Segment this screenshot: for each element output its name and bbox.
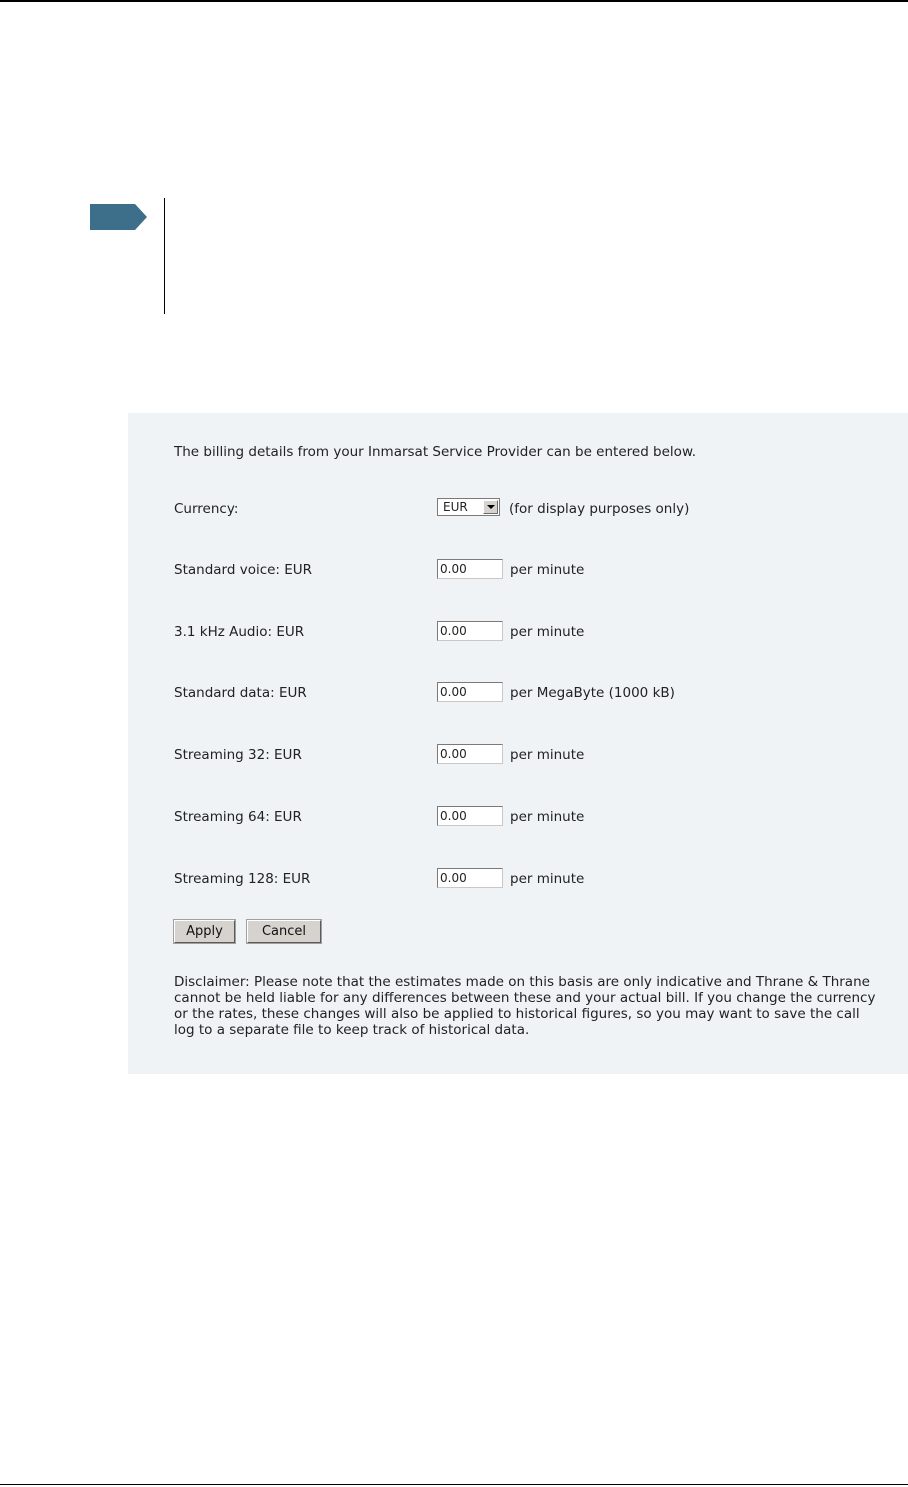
- rate-unit: per minute: [510, 624, 585, 640]
- rate-label: Standard voice: EUR: [174, 562, 313, 578]
- streaming-128-input[interactable]: [437, 868, 503, 888]
- currency-label: Currency:: [174, 501, 239, 517]
- apply-button[interactable]: Apply: [174, 920, 235, 943]
- currency-note: (for display purposes only): [509, 501, 690, 517]
- cancel-button[interactable]: Cancel: [247, 920, 321, 943]
- rate-label: Streaming 32: EUR: [174, 747, 302, 763]
- rate-label: Standard data: EUR: [174, 685, 307, 701]
- currency-select[interactable]: [437, 498, 500, 516]
- rate-row-audio: [128, 620, 908, 646]
- streaming-64-input[interactable]: [437, 806, 503, 826]
- standard-data-input[interactable]: [437, 682, 503, 702]
- rate-unit: per minute: [510, 809, 585, 825]
- note-bar: [164, 198, 165, 314]
- rate-unit: per minute: [510, 747, 585, 763]
- streaming-32-input[interactable]: [437, 744, 503, 764]
- note-arrow-icon: [90, 204, 147, 230]
- intro-text: The billing details from your Inmarsat Service Provider can be entered below.: [174, 444, 697, 460]
- rate-row-standard-data: [128, 681, 908, 707]
- standard-voice-input[interactable]: [437, 559, 503, 579]
- rate-unit: per MegaByte (1000 kB): [510, 685, 675, 701]
- rate-label: 3.1 kHz Audio: EUR: [174, 624, 305, 640]
- currency-row: [128, 497, 908, 523]
- rate-row-streaming-128: [128, 867, 908, 893]
- bottom-rule: [0, 1484, 908, 1485]
- rate-row-streaming-64: [128, 805, 908, 831]
- rate-row-standard-voice: [128, 558, 908, 584]
- rate-unit: per minute: [510, 871, 585, 887]
- audio-input[interactable]: [437, 621, 503, 641]
- rate-unit: per minute: [510, 562, 585, 578]
- rate-row-streaming-32: [128, 743, 908, 769]
- disclaimer-text: Disclaimer: Please note that the estimates made on this basis are only indicative and Thrane & Thrane cannot be held liable for any differences between these and your actual bill. If you change the currency or the rates, these changes will also be applied to historical figures, so you may want to save the call log to a separate file to keep track of historical data.: [174, 974, 876, 1038]
- chevron-down-icon[interactable]: [483, 500, 498, 514]
- billing-panel: [128, 413, 908, 1074]
- currency-select-value: EUR: [443, 500, 468, 514]
- rate-label: Streaming 64: EUR: [174, 809, 302, 825]
- top-rule: [0, 0, 908, 2]
- rate-label: Streaming 128: EUR: [174, 871, 311, 887]
